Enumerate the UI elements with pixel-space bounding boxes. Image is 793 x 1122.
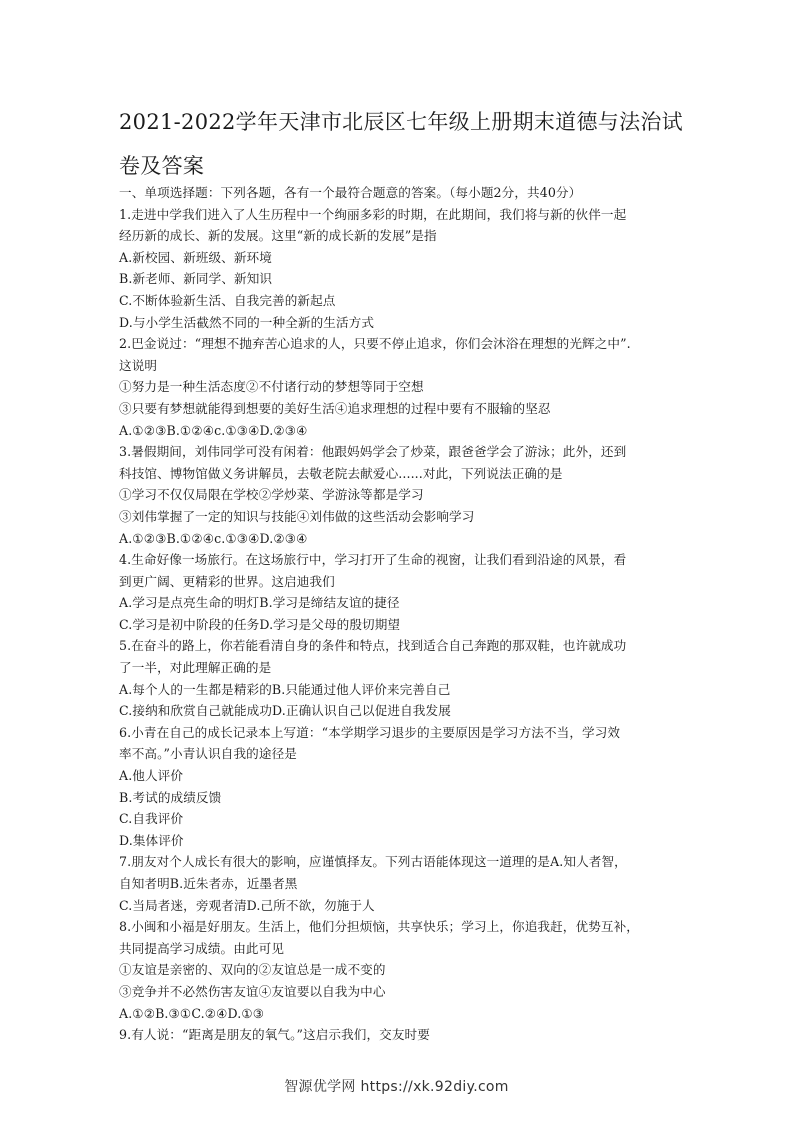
question-2-options: A.①②③B.①②④c.①③④D.②③④ bbox=[119, 422, 308, 438]
question-6-stem: 率不高。”小青认识自我的途径是 bbox=[119, 746, 297, 762]
question-7-options: 自知者明B.近朱者赤，近墨者黑 bbox=[119, 876, 298, 891]
question-4-options: A.学习是点亮生命的明灯B.学习是缔结友谊的捷径 bbox=[119, 595, 400, 611]
question-7-stem: 7.朋友对个人成长有很大的影响，应谨慎择友。下列古语能体现这一道理的是A.知人者智， bbox=[119, 854, 627, 870]
question-5-options: A.每个人的一生都是精彩的B.只能通过他人评价来完善自己 bbox=[119, 681, 451, 697]
question-3-stem: 3.暑假期间，刘伟同学可没有闲着：他跟妈妈学会了炒菜，跟爸爸学会了游泳；此外，还到 bbox=[119, 444, 627, 460]
document-body bbox=[119, 182, 679, 1046]
question-8-options: A.①②B.③①C.②④D.①③ bbox=[119, 1005, 265, 1021]
question-6-option: C.自我评价 bbox=[119, 811, 184, 827]
document-title bbox=[119, 100, 683, 188]
question-3-statement: ①学习不仅仅局限在学校②学炒菜、学游泳等都是学习 bbox=[119, 487, 424, 503]
question-1-option: C.不断体验新生活、自我完善的新起点 bbox=[119, 292, 336, 308]
question-4-stem: 到更广阔、更精彩的世界。这启迪我们 bbox=[119, 573, 335, 589]
question-8-statement: ①友谊是亲密的、双向的②友谊总是一成不变的 bbox=[119, 962, 386, 978]
question-6-option: B.考试的成绩反馈 bbox=[119, 789, 222, 805]
question-8-stem: 8.小闽和小福是好朋友。生活上，他们分担烦恼，共享快乐；学习上，你追我赶，优势互补， bbox=[119, 919, 639, 935]
question-1-stem: 1.走进中学我们进入了人生历程中一个绚丽多彩的时期，在此期间，我们将与新的伙伴一起 bbox=[119, 206, 627, 222]
question-6-option: A.他人评价 bbox=[119, 768, 184, 784]
question-5-stem: 5.在奋斗的路上，你若能看清自身的条件和特点，找到适合自己奔跑的那双鞋，也许就成功 bbox=[119, 638, 627, 654]
question-4-options: C.学习是初中阶段的任务D.学习是父母的殷切期望 bbox=[119, 616, 401, 632]
question-5-options: C.接纳和欣赏自己就能成功D.正确认识自己以促进自我发展 bbox=[119, 703, 451, 719]
question-2-statement: ③只要有梦想就能得到想要的美好生活④追求理想的过程中要有不服输的坚忍 bbox=[119, 400, 551, 416]
question-5-stem: 了一半，对此理解正确的是 bbox=[119, 660, 272, 676]
title-line: 2021-2022学年天津市北辰区七年级上册期末道德与法治试 bbox=[119, 110, 683, 134]
section-heading: 一、单项选择题：下列各题，各有一个最符合题意的答案。（每小题2分，共40分） bbox=[119, 185, 582, 200]
site-watermark-footer: 智源优学网 https://xk.92diy.com bbox=[284, 1079, 509, 1095]
question-3-options: A.①②③B.①②④c.①③④D.②③④ bbox=[119, 530, 308, 546]
question-2-statement: ①努力是一种生活态度②不付诸行动的梦想等同于空想 bbox=[119, 379, 424, 395]
question-9-stem: 9.有人说：“距离是朋友的氧气。”这启示我们，交友时要 bbox=[119, 1027, 430, 1043]
question-1-option: D.与小学生活截然不同的一种全新的生活方式 bbox=[119, 314, 375, 330]
question-7-options: C.当局者迷，旁观者清D.己所不欲，勿施于人 bbox=[119, 897, 375, 913]
title-line: 卷及答案 bbox=[119, 154, 205, 178]
question-1-option: B.新老师、新同学、新知识 bbox=[119, 271, 273, 287]
question-1-option: A.新校园、新班级、新环境 bbox=[119, 249, 272, 265]
question-2-stem: 这说明 bbox=[119, 357, 158, 373]
question-8-statement: ③竞争并不必然伤害友谊④友谊要以自我为中心 bbox=[119, 983, 386, 999]
question-3-stem: 科技馆、博物馆做义务讲解员，去敬老院去献爱心......对此，下列说法正确的是 bbox=[119, 465, 563, 481]
question-6-option: D.集体评价 bbox=[119, 832, 184, 848]
question-6-stem: 6.小青在自己的成长记录本上写道：“本学期学习退步的主要原因是学习方法不当，学习效 bbox=[119, 724, 621, 740]
question-4-stem: 4.生命好像一场旅行。在这场旅行中，学习打开了生命的视窗，让我们看到沿途的风景，看 bbox=[119, 552, 627, 568]
question-2-stem: 2.巴金说过：“理想不抛弃苦心追求的人，只要不停止追求，你们会沐浴在理想的光辉之中”. bbox=[119, 336, 631, 352]
question-8-stem: 共同提高学习成绩。由此可见 bbox=[119, 940, 285, 956]
question-1-stem: 经历新的成长、新的发展。这里“新的成长新的发展”是指 bbox=[119, 228, 437, 244]
question-3-statement: ③刘伟掌握了一定的知识与技能④刘伟做的这些活动会影响学习 bbox=[119, 508, 475, 524]
